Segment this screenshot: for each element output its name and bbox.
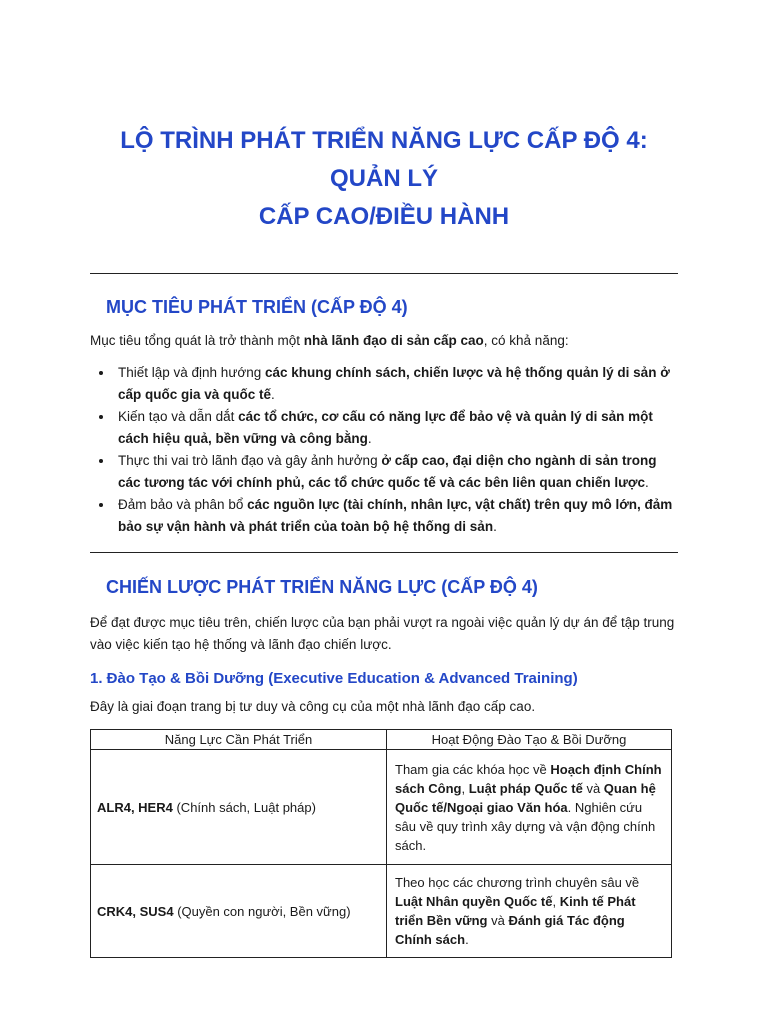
competency-code: CRK4, SUS4	[97, 903, 174, 919]
competency-cell	[91, 865, 387, 958]
strategy-intro: Để đạt được mục tiêu trên, chiến lược của bạn phải vượt ra ngoài việc quản lý dự án để tập trung vào việc kiến tạo hệ thống và lãnh đạo chiến lược.	[90, 615, 675, 652]
activity-bold: Quan hệ Quốc tế/Ngoại giao Văn hóa	[395, 780, 656, 815]
goals-intro-tail: , có khả năng:	[483, 333, 569, 348]
divider-top	[90, 273, 678, 274]
activity-bold: Hoạch định Chính sách Công	[395, 761, 662, 796]
table-header-row	[91, 730, 672, 750]
column-header-activity: Hoạt Động Đào Tạo & Bồi Dưỡng	[387, 730, 672, 750]
goal-tail: .	[493, 519, 497, 534]
activity-text: ,	[461, 780, 469, 796]
divider-middle	[90, 552, 678, 553]
document-title	[90, 0, 678, 236]
stage-intro: Đây là giai đoạn trang bị tư duy và công cụ của một nhà lãnh đạo cấp cao.	[90, 699, 536, 714]
goals-intro-text: Mục tiêu tổng quát là trở thành một	[90, 333, 304, 348]
activity-bold: Đánh giá Tác động Chính sách	[395, 913, 625, 947]
activity-bold: Kinh tế Phát triển Bền vững	[395, 894, 636, 928]
activity-text: .	[465, 932, 469, 947]
title-line-2: CẤP CAO/ĐIỀU HÀNH	[258, 203, 510, 230]
goal-item	[114, 494, 678, 538]
column-header-competency: Năng Lực Cần Phát Triển	[91, 730, 387, 750]
goals-heading: MỤC TIÊU PHÁT TRIỂN (CẤP ĐỘ 4)	[106, 297, 408, 317]
goals-intro-bold: nhà lãnh đạo di sản cấp cao	[303, 333, 484, 348]
goal-bold: các khung chính sách, chiến lược và hệ thống quản lý di sản ở cấp quốc gia và quốc tế	[118, 365, 670, 402]
goal-item	[114, 406, 678, 450]
competency-table	[90, 729, 672, 958]
activity-cell	[387, 865, 672, 958]
goal-bold: ở cấp cao, đại diện cho ngành di sản trong các tương tác với chính phủ, các tổ chức quốc tế và các bên liên quan chiến lược	[118, 453, 657, 490]
competency-desc: (Quyền con người, Bền vững)	[173, 903, 351, 919]
activity-text: Theo học các chương trình chuyên sâu về	[395, 875, 640, 890]
goal-bold: các tổ chức, cơ cấu có năng lực để bảo vệ và quản lý di sản một cách hiệu quả, bền vững và công bằng	[118, 409, 653, 446]
goal-tail: .	[271, 387, 275, 402]
goal-text: Đảm bảo và phân bổ	[118, 497, 248, 512]
goal-text: Thực thi vai trò lãnh đạo và gây ảnh hưởng	[118, 453, 382, 468]
competency-desc: (Chính sách, Luật pháp)	[172, 799, 316, 815]
strategy-heading: CHIẾN LƯỢC PHÁT TRIỂN NĂNG LỰC (CẤP ĐỘ 4)	[106, 577, 538, 597]
title-line-1: LỘ TRÌNH PHÁT TRIỂN NĂNG LỰC CẤP ĐỘ 4: QUẢN LÝ	[120, 127, 648, 192]
goal-text: Thiết lập và định hướng	[118, 365, 265, 380]
competency-code: ALR4, HER4	[97, 799, 173, 815]
activity-text: Tham gia các khóa học về	[395, 761, 551, 777]
goals-intro	[90, 330, 678, 352]
goal-tail: .	[645, 475, 649, 490]
table-row	[91, 750, 672, 865]
activity-text: và	[487, 913, 509, 928]
activity-bold: Luật pháp Quốc tế	[468, 780, 583, 796]
goal-bold: các nguồn lực (tài chính, nhân lực, vật chất) trên quy mô lớn, đảm bảo sự vận hành và phát triển của toàn bộ hệ thống di sản	[118, 497, 673, 534]
table-row	[91, 865, 672, 958]
competency-cell	[91, 750, 387, 865]
activity-text: . Nghiên cứu sâu về quy trình xây dựng và vận động chính sách.	[395, 799, 656, 853]
activity-cell	[387, 750, 672, 865]
goal-text: Kiến tạo và dẫn dắt	[118, 409, 239, 424]
training-subheading: 1. Đào Tạo & Bồi Dưỡng (Executive Education & Advanced Training)	[90, 670, 578, 687]
goal-tail: .	[367, 431, 372, 446]
goals-list	[90, 362, 678, 538]
activity-text: và	[582, 780, 604, 796]
goal-item	[114, 450, 678, 494]
activity-text: ,	[552, 894, 560, 909]
activity-bold: Luật Nhân quyền Quốc tế	[395, 894, 553, 909]
goal-item	[114, 362, 678, 406]
